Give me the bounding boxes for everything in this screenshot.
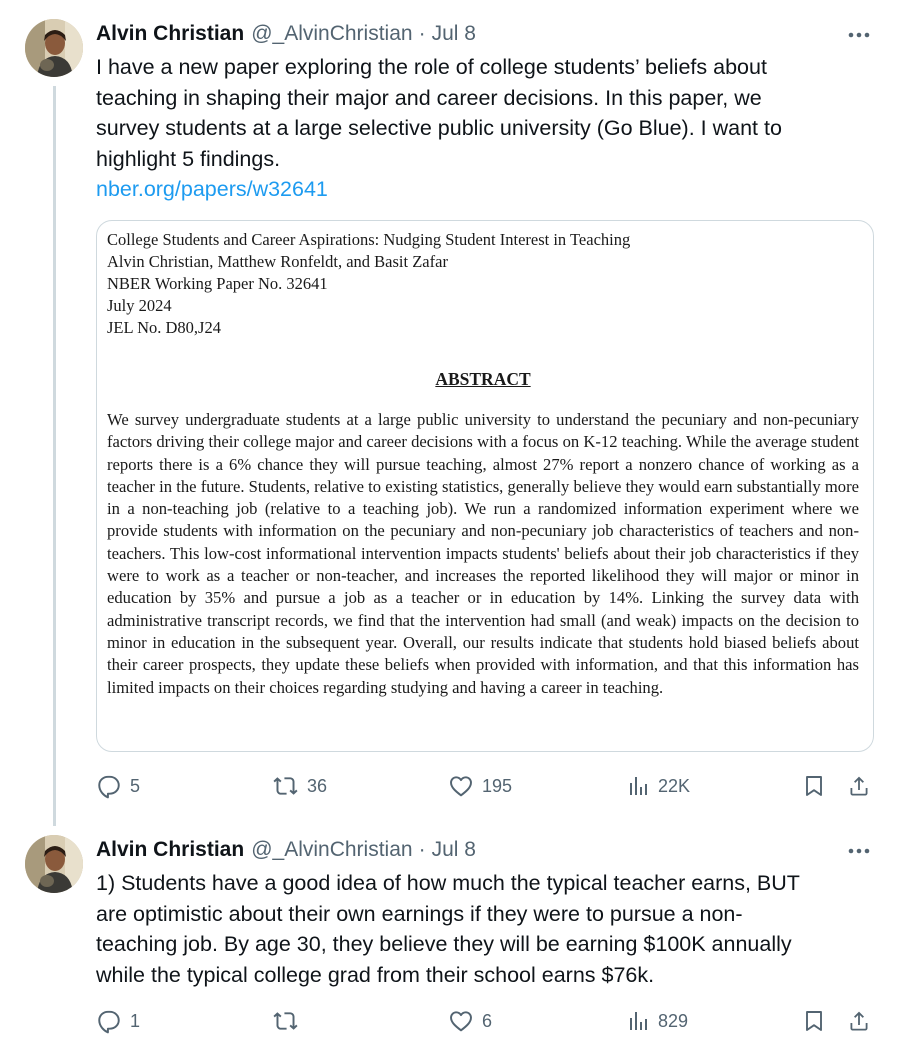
- paper-metadata: [107, 229, 859, 339]
- display-name[interactable]: Alvin Christian: [96, 838, 245, 861]
- repost-icon: [272, 1008, 299, 1034]
- bookmark-button[interactable]: [802, 771, 826, 801]
- timestamp[interactable]: Jul 8: [431, 838, 476, 861]
- heart-icon: [448, 773, 474, 799]
- more-options-icon[interactable]: [846, 838, 872, 864]
- media-image-card[interactable]: [96, 220, 874, 752]
- tweet-2[interactable]: [0, 835, 898, 1039]
- reply-button[interactable]: [96, 1006, 140, 1036]
- repost-count: 36: [307, 775, 328, 796]
- share-button[interactable]: [847, 771, 871, 801]
- separator-dot: ·: [418, 22, 426, 45]
- avatar[interactable]: [25, 835, 83, 893]
- bookmark-icon: [802, 773, 826, 799]
- view-count: 22K: [658, 775, 691, 796]
- more-options-icon[interactable]: [846, 22, 872, 48]
- tweet-action-bar: [96, 771, 872, 801]
- repost-icon: [272, 773, 299, 799]
- timestamp[interactable]: Jul 8: [431, 22, 476, 45]
- tweet-text-line: teaching job. By age 30, they believe they will be earning $100K annually: [96, 932, 792, 956]
- views-button[interactable]: [626, 771, 690, 801]
- paper-abstract-image: [107, 229, 859, 699]
- tweet-text-line: 1) Students have a good idea of how much the typical teacher earns, BUT: [96, 871, 800, 895]
- tweet-1[interactable]: [0, 19, 898, 809]
- reply-count: 1: [130, 1010, 141, 1031]
- profile-photo-icon: [25, 835, 83, 893]
- tweet-text: [96, 52, 856, 174]
- avatar[interactable]: [25, 19, 83, 77]
- display-name[interactable]: Alvin Christian: [96, 22, 245, 45]
- reply-icon: [96, 773, 122, 799]
- share-icon: [847, 1008, 871, 1034]
- share-button[interactable]: [847, 1006, 871, 1036]
- tweet-header: [96, 19, 476, 49]
- profile-photo-icon: [25, 19, 83, 77]
- separator-dot: ·: [418, 838, 426, 861]
- tweet-text-line: teaching in shaping their major and career decisions. In this paper, we: [96, 85, 762, 110]
- abstract-heading: ABSTRACT: [435, 369, 531, 389]
- heart-icon: [448, 1008, 474, 1034]
- paper-jel: JEL No. D80,J24: [107, 318, 221, 337]
- repost-button[interactable]: [272, 1006, 307, 1036]
- tweet-text: [96, 868, 856, 990]
- tweet-header: [96, 835, 476, 865]
- like-count: 195: [482, 775, 513, 796]
- reply-count: 5: [130, 775, 141, 796]
- paper-authors: Alvin Christian, Matthew Ronfeldt, and Basit Zafar: [107, 252, 448, 271]
- repost-button[interactable]: [272, 771, 327, 801]
- paper-link[interactable]: nber.org/papers/w32641: [96, 177, 328, 201]
- like-count: 6: [482, 1010, 493, 1031]
- reply-button[interactable]: [96, 771, 140, 801]
- analytics-icon: [626, 773, 650, 799]
- paper-series: NBER Working Paper No. 32641: [107, 274, 328, 293]
- views-button[interactable]: [626, 1006, 688, 1036]
- paper-date: July 2024: [107, 296, 172, 315]
- bookmark-button[interactable]: [802, 1006, 826, 1036]
- abstract-text: We survey undergraduate students at a large public university to understand the pecuniary and non-pecuniary factors driving their college major and career decisions with a focus on K-12 teaching. While the average student reports there is a 6% chance they will pursue teaching, almost 27% report a nonzero chance of working as a teacher in the future. Students, relative to existing statistics, generally believe they would earn substantially more in a non-teaching job (relative to a teaching job). We run a randomized information experiment where we provide students with information on the pecuniary and non-pecuniary job characteristics of teachers and non-teachers. This low-cost informational intervention impacts students' beliefs about their job characteristics if they were to work as a teacher or non-teacher, and increases the reported likelihood they will major or minor in education by 35% and pursue a job as a teacher or in education by 14%. Linking the survey data with administrative transcript records, we find that the intervention had small (and weak) impacts on the decision to minor in education in the subsequent year. Overall, our results indicate that students hold biased beliefs about their career prospects, they update these beliefs when provided with information, and that this information has limited impacts on their choices regarding studying and having a career in teaching.: [107, 410, 859, 697]
- view-count: 829: [658, 1010, 689, 1031]
- tweet-text-line: highlight 5 findings.: [96, 146, 281, 171]
- tweet-text-line: are optimistic about their own earnings if they were to pursue a non-: [96, 901, 743, 926]
- tweet-text-line: while the typical college grad from their school earns $76k.: [96, 962, 655, 987]
- tweet-action-bar: [96, 1006, 872, 1036]
- user-handle[interactable]: @_AlvinChristian: [251, 838, 413, 861]
- tweet-text-line: survey students at a large selective public university (Go Blue). I want to: [96, 116, 782, 140]
- analytics-icon: [626, 1008, 650, 1034]
- paper-title: College Students and Career Aspirations: Nudging Student Interest in Teaching: [107, 230, 631, 249]
- like-button[interactable]: [448, 771, 512, 801]
- tweet-text-line: I have a new paper exploring the role of college students’ beliefs about: [96, 55, 767, 79]
- like-button[interactable]: [448, 1006, 492, 1036]
- bookmark-icon: [802, 1008, 826, 1034]
- reply-icon: [96, 1008, 122, 1034]
- share-icon: [847, 773, 871, 799]
- user-handle[interactable]: @_AlvinChristian: [251, 22, 413, 45]
